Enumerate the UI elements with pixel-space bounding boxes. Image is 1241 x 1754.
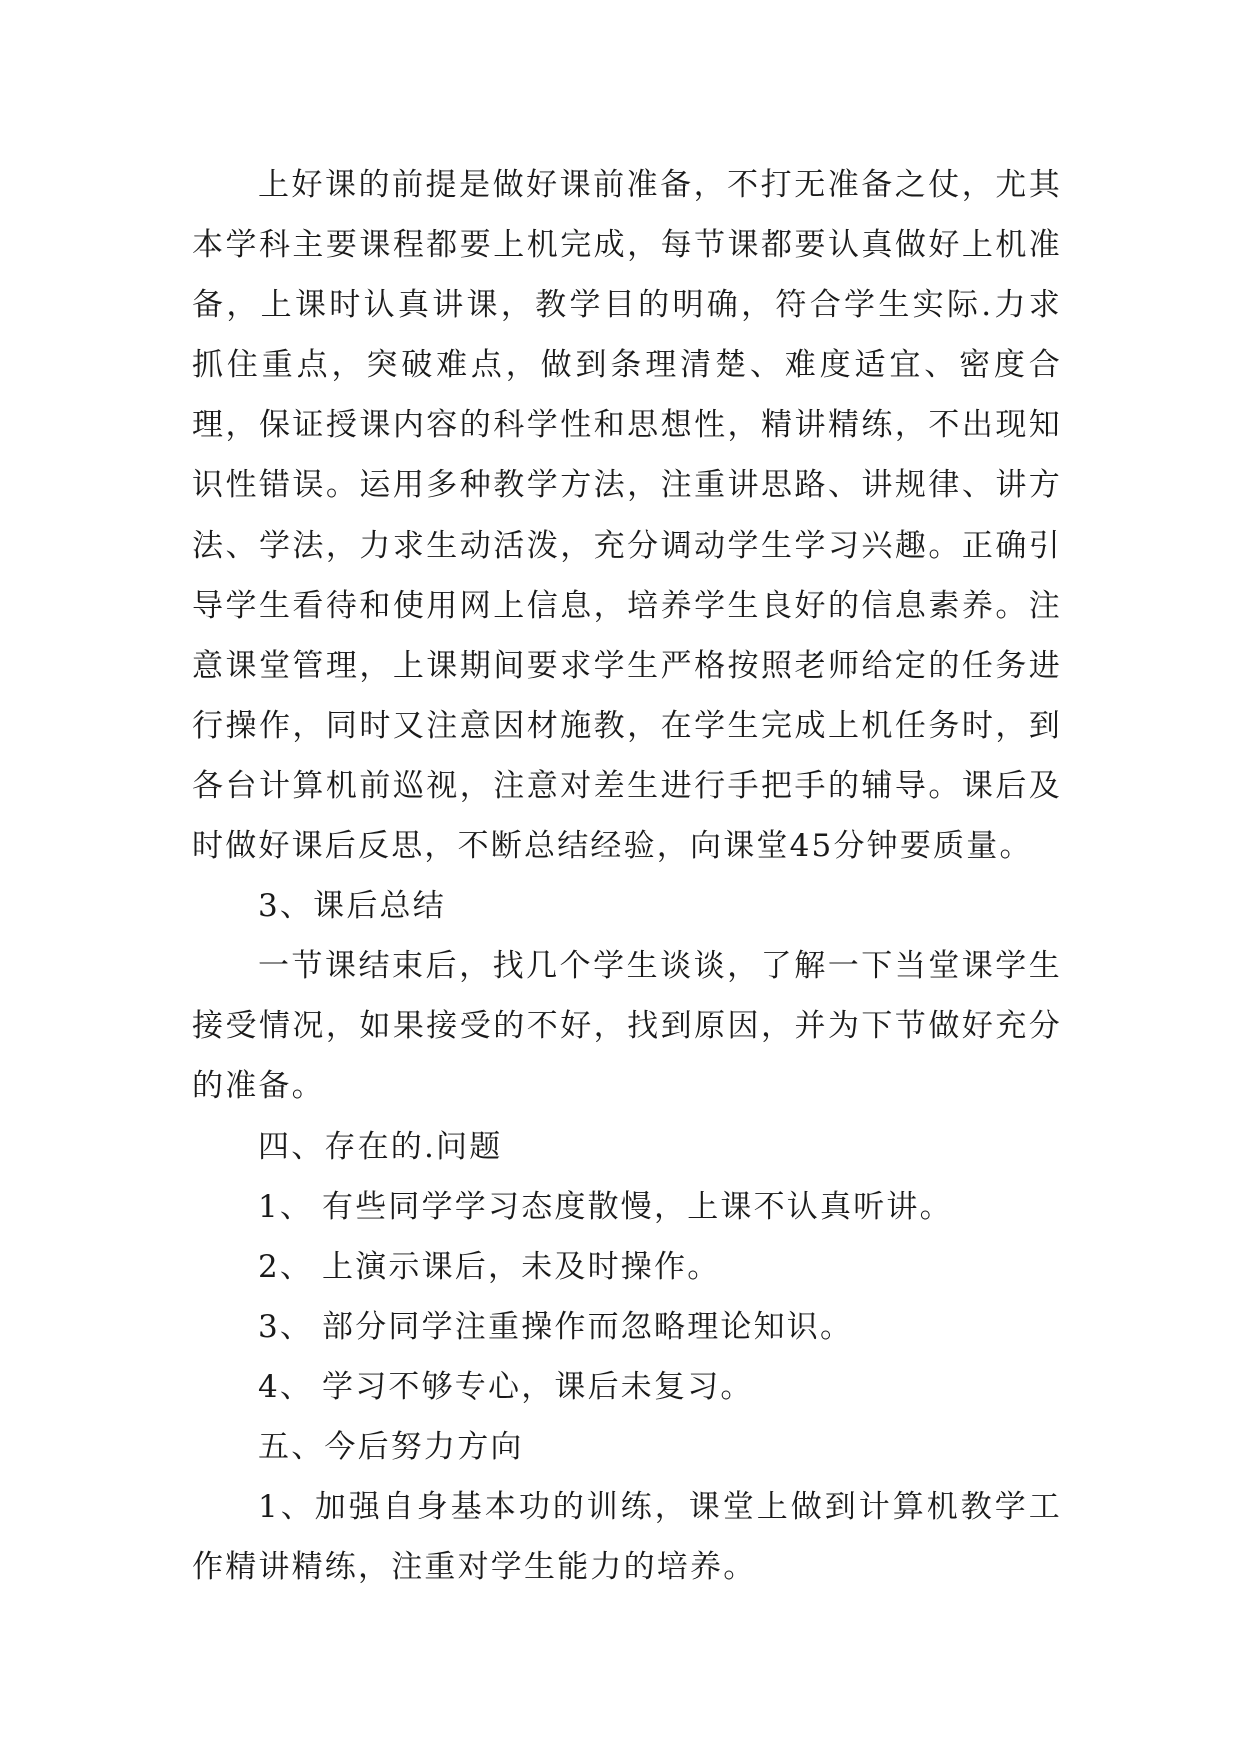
problem-number: 2、 xyxy=(258,1248,314,1285)
problem-number: 1、 xyxy=(258,1188,314,1225)
problem-item-1 xyxy=(192,1177,1062,1237)
problem-number: 4、 xyxy=(258,1368,314,1405)
problem-text: 部分同学注重操作而忽略理论知识。 xyxy=(322,1308,854,1345)
problem-item-4 xyxy=(192,1357,1062,1417)
paragraph-class-preparation: 上好课的前提是做好课前准备，不打无准备之仗，尤其本学科主要课程都要上机完成，每节课都要认真做好上机准备，上课时认真讲课，教学目的明确，符合学生实际.力求抓住重点，突破难点，做到条理清楚、难度适宜、密度合理，保证授课内容的科学性和思想性，精讲精练，不出现知识性错误。运用多种教学方法，注重讲思路、讲规律、讲方法、学法，力求生动活泼，充分调动学生学习兴趣。正确引导学生看待和使用网上信息，培养学生良好的信息素养。注意课堂管理，上课期间要求学生严格按照老师给定的任务进行操作，同时又注意因材施教，在学生完成上机任务时，到各台计算机前巡视，注意对差生进行手把手的辅导。课后及时做好课后反思，不断总结经验，向课堂45分钟要质量。 xyxy=(192,167,1062,865)
heading-future-direction: 五、今后努力方向 xyxy=(258,1428,524,1465)
problem-number: 3、 xyxy=(258,1308,314,1345)
problem-item-3 xyxy=(192,1297,1062,1357)
problem-text: 有些同学学习态度散慢，上课不认真听讲。 xyxy=(322,1188,953,1225)
document-body xyxy=(192,155,1062,1597)
paragraph-future-direction: 1、加强自身基本功的训练，课堂上做到计算机教学工作精讲精练，注重对学生能力的培养。 xyxy=(192,1489,1062,1586)
heading-after-class-summary: 3、课后总结 xyxy=(258,888,446,925)
problem-item-2 xyxy=(192,1237,1062,1297)
problem-text: 学习不够专心，课后未复习。 xyxy=(322,1368,754,1405)
heading-existing-problems: 四、存在的.问题 xyxy=(258,1128,503,1165)
paragraph-after-class-summary: 一节课结束后，找几个学生谈谈，了解一下当堂课学生接受情况，如果接受的不好，找到原因，并为下节做好充分的准备。 xyxy=(192,948,1062,1105)
problem-text: 上演示课后，未及时操作。 xyxy=(322,1248,721,1285)
